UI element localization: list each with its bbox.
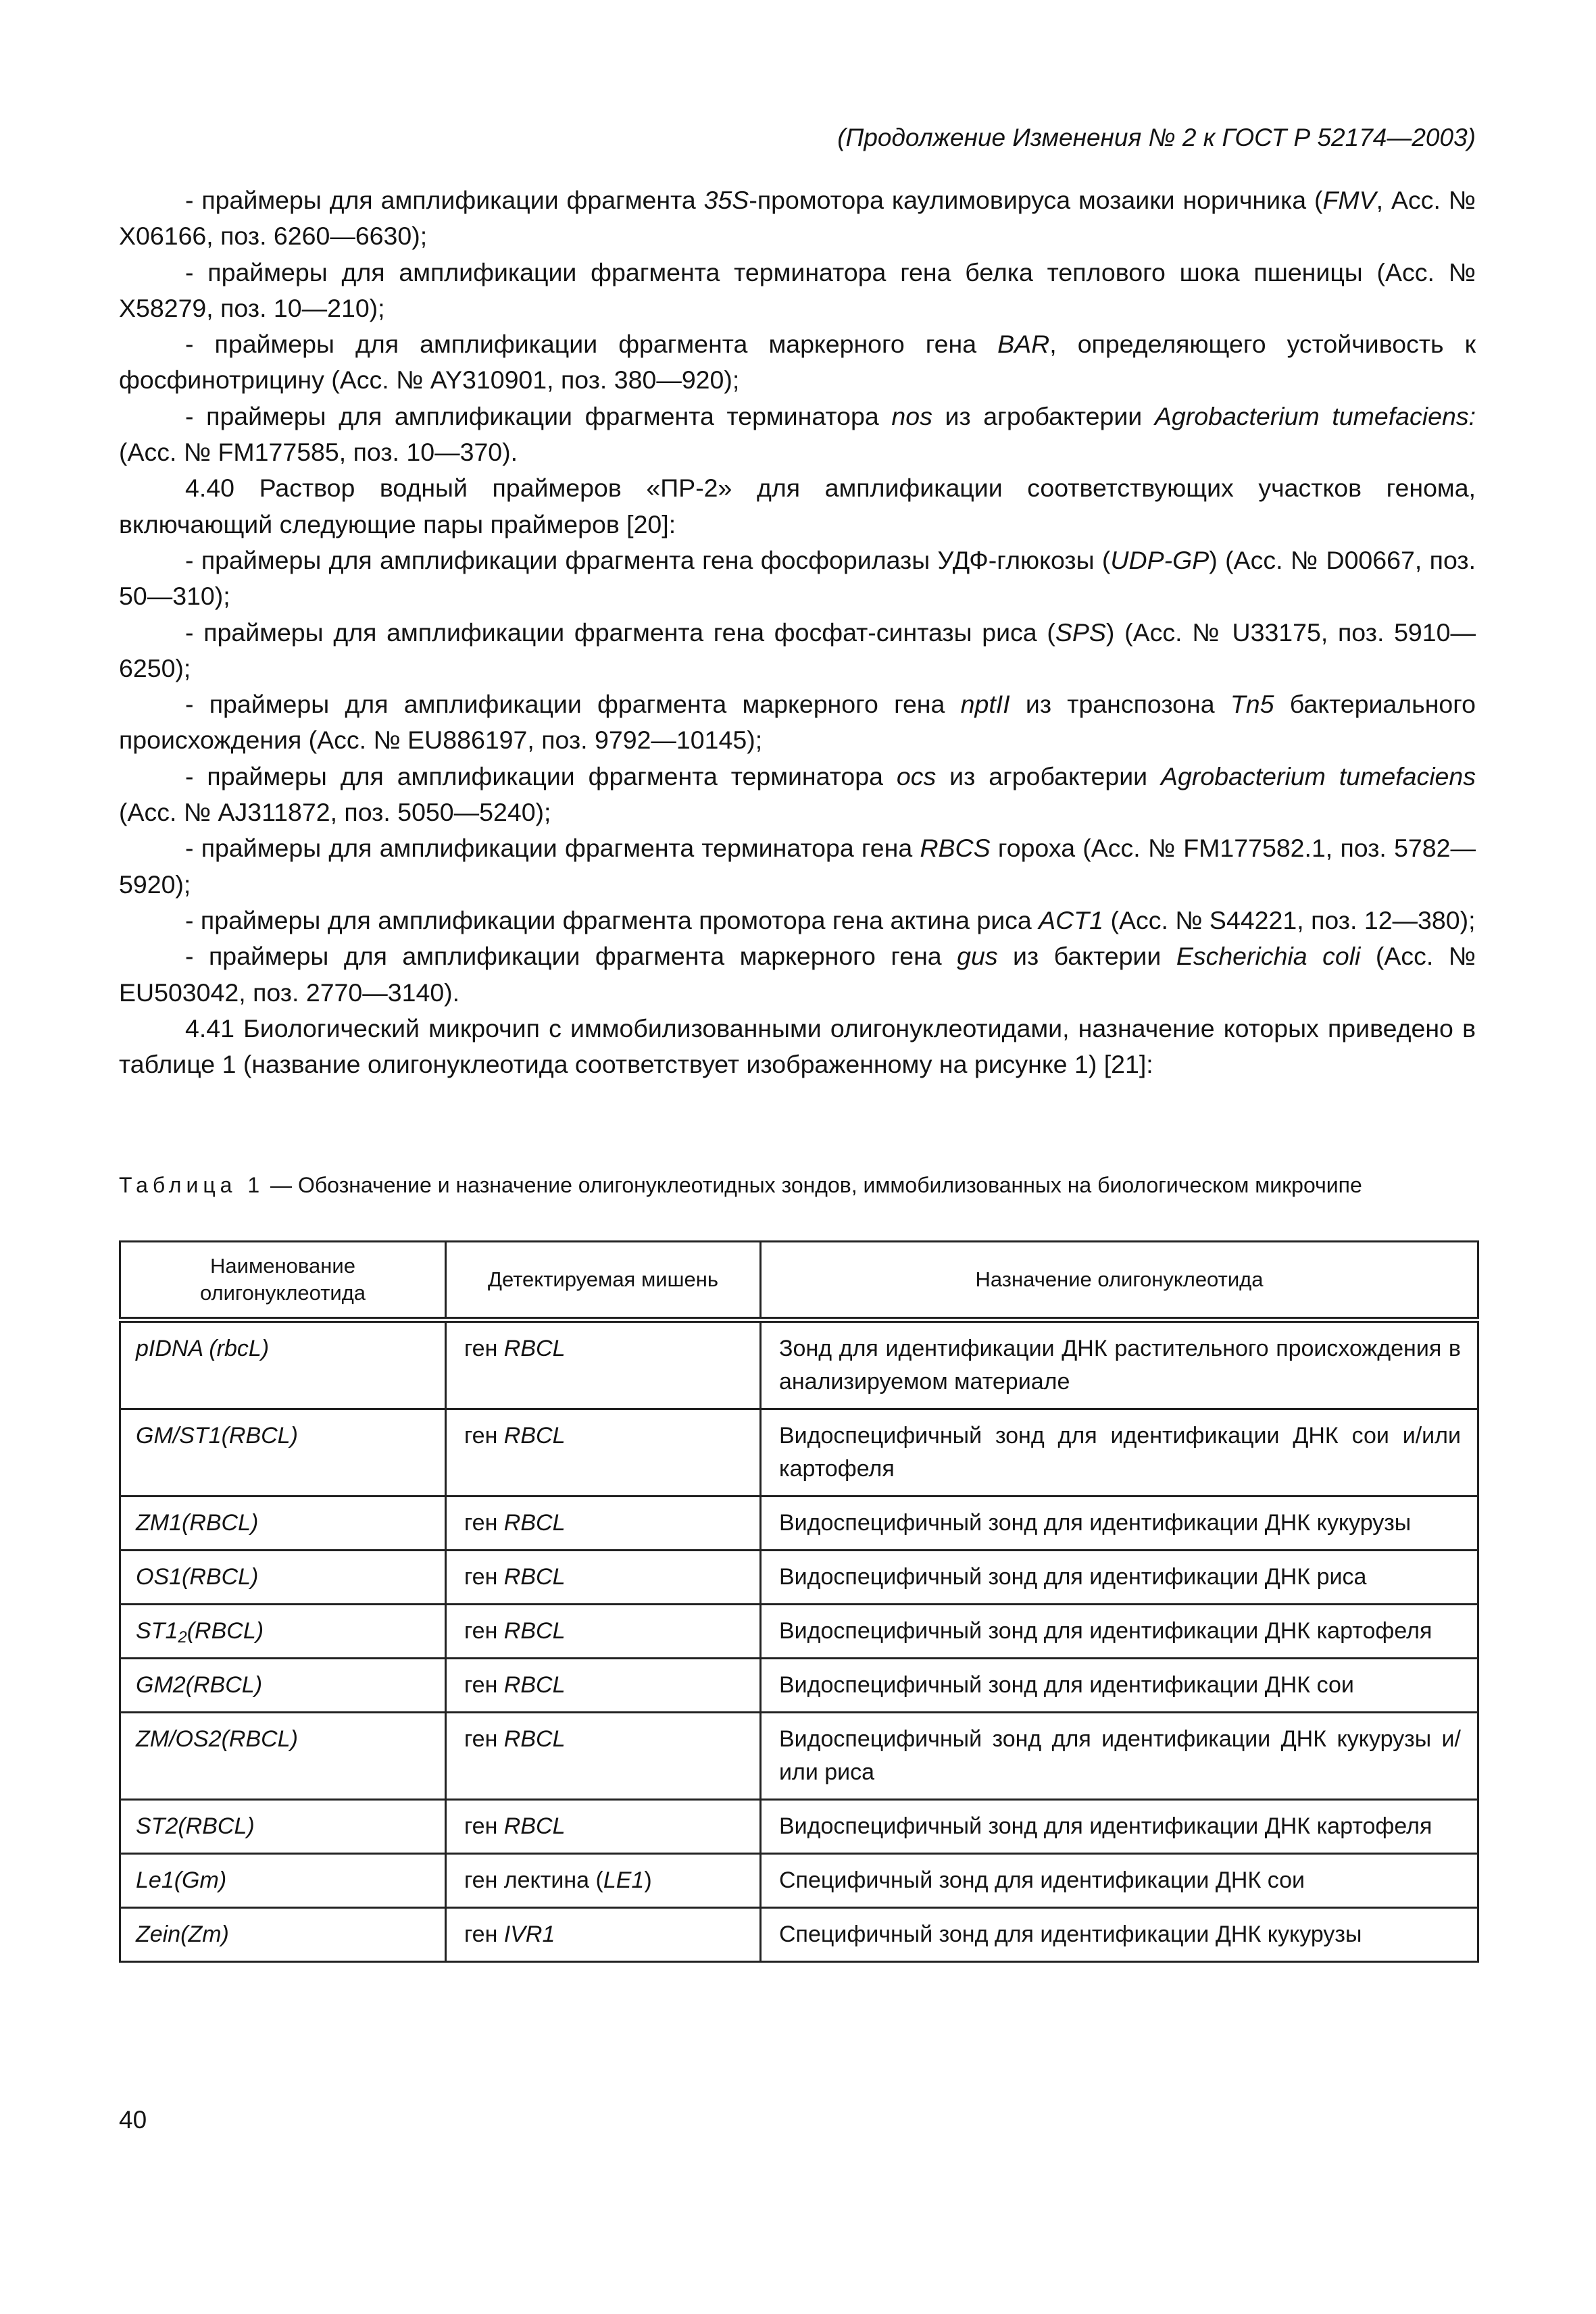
paragraph-text-run: 4.41 Биологический микрочип с иммобилизованными олигонуклеотидами, назначение которых приведено в таблице 1 (название олигонуклеотида соответствует изображенному на рисунке 1) [21]: xyxy=(119,1013,1476,1079)
oligonucleotide-name-cell xyxy=(120,1551,446,1605)
column-header-target: Детектируемая мишень xyxy=(446,1242,761,1320)
target-cell xyxy=(446,1551,761,1605)
body-paragraph xyxy=(119,470,1476,543)
paragraph-text-run: (Асс. № S44221, поз. 12—380); xyxy=(1103,905,1476,934)
paragraph-text-run: ocs xyxy=(896,761,937,790)
oligonucleotide-name-cell xyxy=(120,1908,446,1962)
name-text-run: (RBCL) xyxy=(186,1618,264,1644)
paragraph-text-run: из бактерии xyxy=(997,942,1176,971)
purpose-cell: Видоспецифичный зонд для идентификации ДНК сои и/или картофеля xyxy=(761,1409,1478,1496)
target-text-run: ген xyxy=(464,1423,504,1449)
paragraph-text-run: (Асс. № EU503042, поз. 2770—3140). xyxy=(119,942,1476,1007)
target-cell xyxy=(446,1908,761,1962)
paragraph-text-run: из агробактерии xyxy=(936,761,1162,790)
body-paragraph xyxy=(119,903,1476,938)
target-text-run: RBCL xyxy=(503,1564,566,1590)
target-text-run: ) xyxy=(644,1867,652,1893)
oligonucleotide-name-cell xyxy=(120,1659,446,1713)
target-cell xyxy=(446,1713,761,1800)
paragraph-text-run: nptII xyxy=(960,690,1010,719)
paragraph-text-run: из транспозона xyxy=(1009,690,1230,719)
paragraph-text-run: ) (Асс. № U33175, поз. 5910—6250); xyxy=(119,618,1476,682)
purpose-cell: Видоспецифичный зонд для идентификации ДНК кукурузы xyxy=(761,1496,1478,1551)
oligonucleotide-name-cell xyxy=(120,1496,446,1551)
paragraph-text-run: Escherichia coli xyxy=(1176,942,1361,971)
body-paragraph xyxy=(119,399,1476,471)
target-cell xyxy=(446,1605,761,1659)
paragraph-text-run: UDP-GP xyxy=(1110,545,1210,574)
oligonucleotide-name-cell xyxy=(120,1854,446,1908)
purpose-cell: Специфичный зонд для идентификации ДНК кукурузы xyxy=(761,1908,1478,1962)
paragraph-text-run: (Асс. № FM177585, поз. 10—370). xyxy=(119,438,518,467)
paragraph-text-run: 4.40 Раствор водный праймеров «ПР-2» для амплификации соответствующих участков генома, включающий следующие пары праймеров [20]: xyxy=(119,474,1476,538)
paragraph-text-run: - праймеры для амплификации фрагмента терминатора xyxy=(185,401,892,430)
target-text-run: ген xyxy=(464,1336,504,1361)
target-text-run: ген xyxy=(464,1618,504,1644)
target-cell xyxy=(446,1800,761,1854)
body-paragraph xyxy=(119,759,1476,831)
table-row xyxy=(120,1659,1478,1713)
name-text-run: OS1(RBCL) xyxy=(136,1564,259,1590)
target-text-run: ген xyxy=(464,1510,504,1536)
target-text-run: RBCL xyxy=(503,1336,566,1361)
oligonucleotide-name-cell xyxy=(120,1713,446,1800)
paragraph-text-run: ) (Асс. № D00667, поз. 50—310); xyxy=(119,545,1476,611)
target-text-run: RBCL xyxy=(503,1813,566,1839)
body-paragraph xyxy=(119,938,1476,1011)
paragraph-text-run: BAR xyxy=(997,330,1050,359)
target-text-run: RBCL xyxy=(503,1423,566,1449)
name-text-run: ZM/OS2(RBCL) xyxy=(136,1726,298,1752)
paragraph-text-run: , Асс. № Х06166, поз. 6260—6630); xyxy=(119,186,1476,251)
body-paragraph xyxy=(119,1011,1476,1083)
oligonucleotide-name-cell xyxy=(120,1605,446,1659)
paragraph-text-run: Agrobacterium tumefaciens xyxy=(1161,761,1476,790)
purpose-cell: Видоспецифичный зонд для идентификации ДНК картофеля xyxy=(761,1800,1478,1854)
paragraph-text-run: SPS xyxy=(1055,618,1106,647)
table-caption xyxy=(119,1171,1476,1199)
paragraph-text-run: Tn5 xyxy=(1230,690,1274,719)
column-header-purpose: Назначение олигонуклеотида xyxy=(761,1242,1478,1320)
target-text-run: RBCL xyxy=(503,1672,566,1698)
table-row xyxy=(120,1605,1478,1659)
paragraph-text-run: Agrobacterium tumefaciens: xyxy=(1154,401,1476,430)
target-text-run: ген xyxy=(464,1672,504,1698)
oligonucleotide-name-cell xyxy=(120,1800,446,1854)
body-paragraph xyxy=(119,255,1476,327)
target-text-run: RBCL xyxy=(503,1510,566,1536)
oligonucleotide-name-cell xyxy=(120,1409,446,1496)
paragraph-text-run: - праймеры для амплификации фрагмента терминатора xyxy=(185,761,897,790)
table-row xyxy=(120,1496,1478,1551)
paragraph-text-run: - праймеры для амплификации фрагмента гена фосфат-синтазы риса ( xyxy=(185,618,1055,647)
name-text-run: 2 xyxy=(178,1628,187,1646)
target-cell xyxy=(446,1320,761,1409)
name-text-run: Zein(Zm) xyxy=(136,1921,229,1947)
running-header: (Продолжение Изменения № 2 к ГОСТ Р 52174—2003) xyxy=(837,124,1476,151)
paragraph-text-run: - праймеры для амплификации фрагмента гена фосфорилазы УДФ-глюкозы ( xyxy=(185,545,1111,574)
purpose-cell: Специфичный зонд для идентификации ДНК сои xyxy=(761,1854,1478,1908)
paragraph-text-run: ACT1 xyxy=(1039,905,1104,934)
paragraph-text-run: - праймеры для амплификации фрагмента промотора гена актина риса xyxy=(185,905,1039,934)
body-paragraph xyxy=(119,686,1476,759)
name-text-run: ZM1(RBCL) xyxy=(136,1510,259,1536)
paragraph-text-run: gus xyxy=(957,942,998,971)
purpose-cell: Видоспецифичный зонд для идентификации ДНК риса xyxy=(761,1551,1478,1605)
table-caption-label: Таблица 1 xyxy=(119,1173,265,1197)
target-text-run: ген xyxy=(464,1921,504,1947)
purpose-cell: Видоспецифичный зонд для идентификации ДНК картофеля xyxy=(761,1605,1478,1659)
target-cell xyxy=(446,1496,761,1551)
table-header-row xyxy=(120,1242,1478,1320)
table-row xyxy=(120,1800,1478,1854)
paragraph-text-run: - праймеры для амплификации фрагмента xyxy=(185,186,704,214)
target-text-run: ген xyxy=(464,1726,504,1752)
target-text-run: ген xyxy=(464,1564,504,1590)
paragraph-text-run: , определяющего устойчивость к фосфинотрицину (Асс. № AY310901, поз. 380—920); xyxy=(119,330,1476,395)
name-text-run: ST1 xyxy=(136,1618,178,1644)
purpose-cell: Видоспецифичный зонд для идентификации ДНК сои xyxy=(761,1659,1478,1713)
paragraph-text-run: гороха (Асс. № FM177582.1, поз. 5782—5920); xyxy=(119,834,1476,899)
body-paragraph xyxy=(119,830,1476,903)
name-text-run: Le1(Gm) xyxy=(136,1867,227,1893)
target-text-run: IVR1 xyxy=(503,1921,555,1947)
paragraph-text-run: -промотора каулимовируса мозаики норичника ( xyxy=(749,186,1323,214)
table-caption-text: — Обозначение и назначение олигонуклеотидных зондов, иммобилизованных на биологическом микрочипе xyxy=(270,1173,1362,1197)
target-text-run: RBCL xyxy=(503,1726,566,1752)
name-text-run: pIDNA (rbcL) xyxy=(136,1336,270,1361)
purpose-cell: Видоспецифичный зонд для идентификации ДНК кукурузы и/или риса xyxy=(761,1713,1478,1800)
paragraph-text-run: RBCS xyxy=(920,834,991,863)
body-paragraph xyxy=(119,543,1476,615)
paragraph-text-run: - праймеры для амплификации фрагмента маркерного гена xyxy=(185,690,961,719)
name-text-run: ST2(RBCL) xyxy=(136,1813,255,1839)
column-header-name: Наименование олигонуклеотида xyxy=(120,1242,446,1320)
page-number: 40 xyxy=(119,2106,147,2134)
paragraph-text-run: - праймеры для амплификации фрагмента терминатора гена белка теплового шока пшеницы (Асс. № Х58279, поз. 10—210); xyxy=(119,257,1476,322)
table-row xyxy=(120,1409,1478,1496)
body-paragraph xyxy=(119,615,1476,687)
paragraph-text-run: nos xyxy=(891,401,932,430)
target-cell xyxy=(446,1854,761,1908)
paragraph-text-run: - праймеры для амплификации фрагмента маркерного гена xyxy=(185,942,957,971)
oligonucleotide-name-cell xyxy=(120,1320,446,1409)
paragraph-text-run: FMV xyxy=(1322,186,1376,214)
name-text-run: GM/ST1(RBCL) xyxy=(136,1423,298,1449)
table-row xyxy=(120,1854,1478,1908)
target-text-run: ген xyxy=(464,1813,504,1839)
paragraph-text-run: (Асс. № AJ311872, поз. 5050—5240); xyxy=(119,798,551,827)
table-row xyxy=(120,1908,1478,1962)
paragraph-text-run: из агробактерии xyxy=(932,401,1155,430)
table-row xyxy=(120,1551,1478,1605)
table-row xyxy=(120,1713,1478,1800)
target-cell xyxy=(446,1409,761,1496)
body-paragraph xyxy=(119,182,1476,255)
target-text-run: LE1 xyxy=(603,1867,645,1893)
paragraph-text-run: бактериального происхождения (Асс. № EU886197, поз. 9792—10145); xyxy=(119,690,1476,755)
name-text-run: GM2(RBCL) xyxy=(136,1672,263,1698)
target-text-run: RBCL xyxy=(503,1618,566,1644)
target-cell xyxy=(446,1659,761,1713)
target-text-run: ген лектина ( xyxy=(464,1867,603,1893)
paragraph-text-run: - праймеры для амплификации фрагмента маркерного гена xyxy=(185,330,998,359)
paragraph-text-run: - праймеры для амплификации фрагмента терминатора гена xyxy=(185,834,920,863)
purpose-cell: Зонд для идентификации ДНК растительного происхождения в анализируемом материале xyxy=(761,1320,1478,1409)
body-paragraph xyxy=(119,326,1476,399)
table-row xyxy=(120,1320,1478,1409)
body-text xyxy=(119,182,1476,1082)
paragraph-text-run: 35S xyxy=(703,186,749,214)
probes-table xyxy=(119,1240,1479,1963)
